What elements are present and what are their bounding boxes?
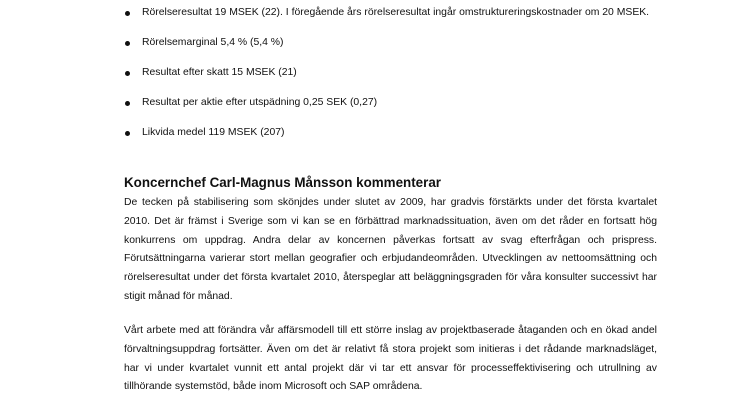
paragraph-line: 2010. Det är främst i Sverige som vi kan se en förbättrad marknadssituation, även om det råder en fortsatt hög bbox=[124, 215, 657, 227]
paragraph-line: förvaltningsuppdrag fortsätter. Även om det är relativt få stora projekt som initieras i det rådande marknadsläget, bbox=[124, 343, 657, 355]
bullet-icon bbox=[125, 101, 130, 106]
paragraph-line: stigit månad för månad. bbox=[124, 290, 233, 302]
paragraph-line: tillhörande systemstöd, både inom Microsoft och SAP områdena. bbox=[124, 381, 423, 393]
section-heading: Koncernchef Carl-Magnus Månsson kommenterar bbox=[124, 175, 441, 190]
paragraph-line: Förutsättningarna varierar stort mellan geografier och erbjudandeområden. Utvecklingen av nettoomsättning och bbox=[124, 253, 657, 265]
paragraph-line: konkurrens om uppdrag. Andra delar av koncernen påverkas fortsatt av svag efterfrågan och prispress. bbox=[124, 234, 657, 246]
paragraph-line: har vi under kvartalet vunnit ett antal projekt där vi tar ett ansvar för processeffektivisering och utrullning av bbox=[124, 362, 657, 374]
bullet-icon bbox=[125, 131, 130, 136]
document-page: Rörelseresultat 19 MSEK (22). I föregående års rörelseresultat ingår omstruktureringskostnader om 20 MSEK. Rörelsemarginal 5,4 % (5,4 %) Resultat efter skatt 15 MSEK (21) Resultat per aktie efter utspädning 0,25 SEK (0,27) Likvida medel 119 MSEK (207) Koncernchef Carl-Magnus Månsson kommenterar De tecken på stabilisering som skönjdes under slutet av 2009, har gradvis förstärkts under det första kvartalet 2010. Det är främst i Sverige som vi kan se en förbättrad marknadssituation, även om det råder en fortsatt hög konkurrens om uppdrag. Andra delar av koncernen påverkas fortsatt av svag efterfrågan och prispress. Förutsättningarna varierar stort mellan geografier och erbjudandeområden. Utvecklingen av nettoomsättning och rörelseresultat under det första kvartalet 2010, återspeglar att beläggningsgraden för våra konsulter successivt har stigit månad för månad. Vårt arbete med att förändra vår affärsmodell till ett större inslag av projektbaserade åtaganden och en ökad andel förvaltningsuppdrag fortsätter. Även om det är relativt få stora projekt som initieras i det rådande marknadsläget, har vi under kvartalet vunnit ett antal projekt där vi tar ett ansvar för processeffektivisering och utrullning av tillhörande systemstöd, både inom Microsoft och SAP områdena. bbox=[0, 0, 746, 419]
bullet-icon bbox=[125, 41, 130, 46]
paragraph-line: De tecken på stabilisering som skönjdes under slutet av 2009, har gradvis förstärkts under det första kvartalet bbox=[124, 197, 657, 208]
paragraph-1 bbox=[124, 194, 657, 307]
bullet-icon bbox=[125, 71, 130, 76]
paragraph-line: Vårt arbete med att förändra vår affärsmodell till ett större inslag av projektbaserade åtaganden och en ökad andel bbox=[124, 325, 657, 336]
bullet-icon bbox=[125, 11, 130, 16]
paragraph-2 bbox=[124, 322, 657, 397]
paragraph-line: rörelseresultat under det första kvartalet 2010, återspeglar att beläggningsgraden för våra konsulter successivt har bbox=[124, 272, 657, 284]
